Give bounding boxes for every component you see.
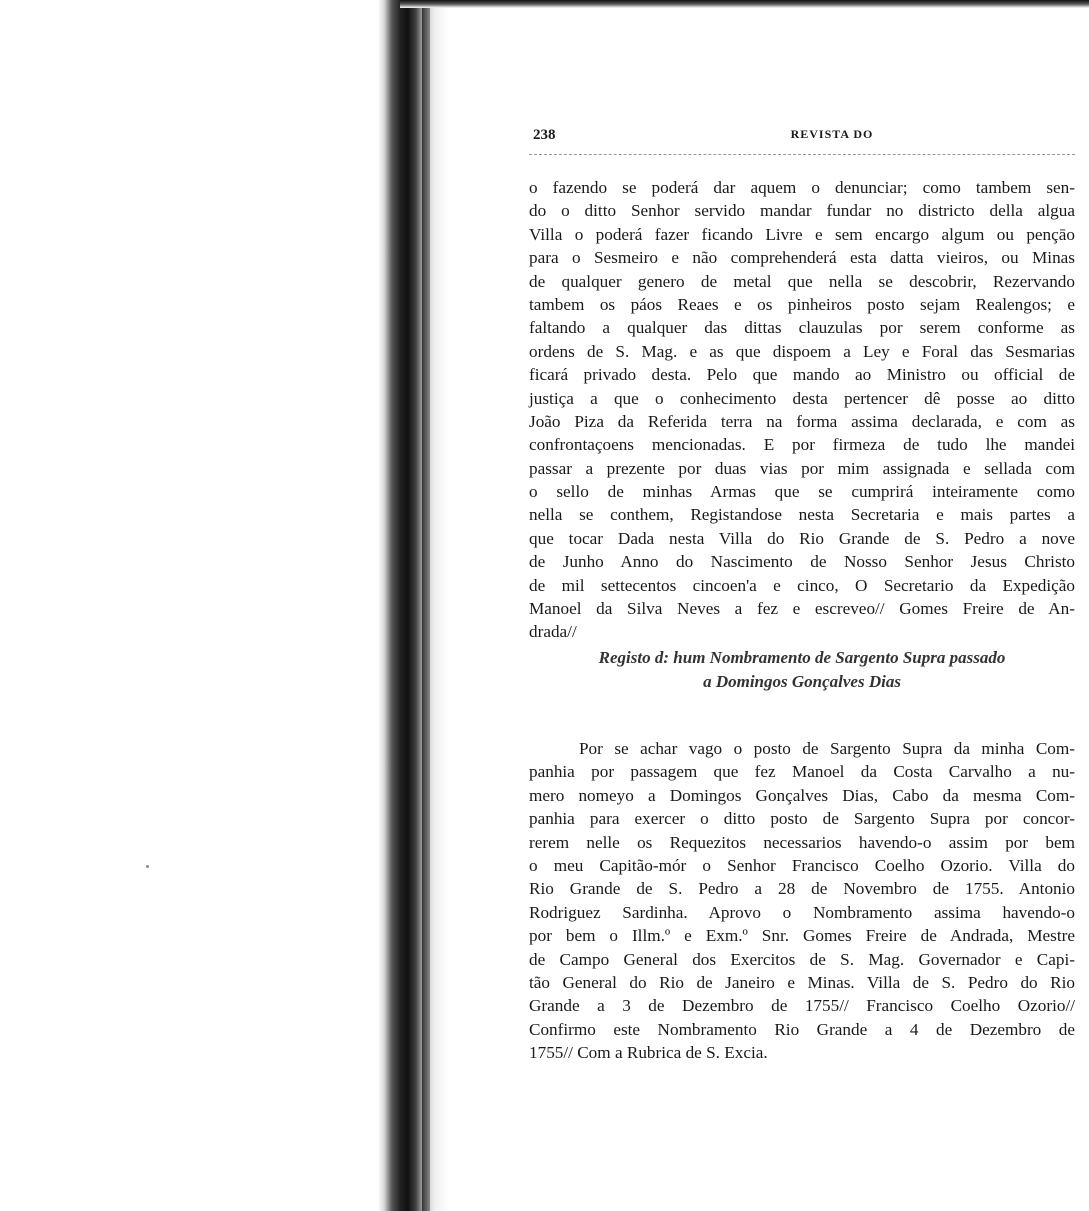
text-line: mero nomeyo a Domingos Gonçalves Dias, Cabo da mesma Com- [529, 785, 1075, 805]
text-line: 1755// Com a Rubrica de S. Excia. [529, 1043, 768, 1063]
text-line: João Piza da Referida terra na forma assima declarada, e com as [529, 411, 1075, 431]
page-header [529, 127, 1075, 149]
book-gutter-edge [422, 0, 430, 1211]
text-line: o fazendo se poderá dar aquem o denunciar; como tambem sen- [529, 178, 1075, 197]
text-line: ficará privado desta. Pelo que mando ao Ministro ou official de [529, 365, 1075, 385]
text-line: de Campo General dos Exercitos de S. Mag. Governador e Capi- [529, 949, 1075, 969]
text-line: Manoel da Silva Neves a fez e escreveo// Gomes Freire de An- [529, 599, 1075, 619]
text-line: o sello de minhas Armas que se cumprirá inteiramente como [529, 482, 1075, 502]
scan-speck [146, 865, 149, 868]
text-line: por bem o Illm.º e Exm.º Snr. Gomes Freire de Andrada, Mestre [529, 926, 1075, 946]
heading-line-2: a Domingos Gonçalves Dias [703, 672, 901, 691]
text-line: Por se achar vago o posto de Sargento Supra da minha Com- [579, 739, 1075, 758]
text-line: faltando a qualquer das dittas clauzulas por serem conforme as [529, 318, 1075, 338]
text-line: nella se conthem, Registandose nesta Secretaria e mais partes a [529, 505, 1075, 525]
text-line: Grande a 3 de Dezembro de 1755// Francisco Coelho Ozorio// [529, 996, 1075, 1016]
text-line: panhia por passagem que fez Manoel da Costa Carvalho a nu- [529, 762, 1075, 782]
text-line: tão General do Rio de Janeiro e Minas. Villa de S. Pedro do Rio [529, 972, 1075, 992]
text-line: que tocar Dada nesta Villa do Rio Grande de S. Pedro a nove [529, 528, 1075, 548]
section-heading [529, 646, 1075, 694]
text-line: Rodriguez Sardinha. Aprovo o Nombramento assima havendo-o [529, 902, 1075, 922]
page-top-edge [400, 0, 1089, 8]
text-line: Confirmo este Nombramento Rio Grande a 4 de Dezembro de [529, 1019, 1075, 1039]
text-line: de qualquer genero de metal que nella se descobrir, Rezervando [529, 271, 1075, 291]
book-binding-shadow [378, 0, 448, 1211]
running-head: REVISTA DO [790, 127, 874, 141]
paragraph-1 [529, 176, 1075, 644]
text-line: drada// [529, 622, 577, 642]
text-line: de Junho Anno do Nascimento de Nosso Senhor Jesus Christo [529, 552, 1075, 572]
text-line: rerem nelle os Requezitos necessarios havendo-o assim por bem [529, 832, 1075, 852]
text-line: justiça a que o conhecimento desta pertencer dê posse ao ditto [529, 388, 1075, 408]
heading-line-1: Registo d: hum Nombramento de Sargento Supra passado [598, 648, 1006, 667]
page-number: 238 [533, 127, 556, 143]
text-line: confrontaçoens mencionadas. E por firmeza de tudo lhe mandei [529, 435, 1075, 455]
text-line: o meu Capitão-mór o Senhor Francisco Coelho Ozorio. Villa do [529, 855, 1075, 875]
text-line: para o Sesmeiro e não comprehenderá esta datta vieiros, ou Minas [529, 248, 1075, 268]
text-line: tambem os páos Reaes e os pinheiros posto sejam Realengos; e [529, 294, 1075, 314]
header-rule [529, 154, 1075, 155]
text-line: Rio Grande de S. Pedro a 28 de Novembro de 1755. Antonio [529, 879, 1075, 899]
text-line: passar a prezente por duas vias por mim assignada e sellada com [529, 458, 1075, 478]
text-line: do o ditto Senhor servido mandar fundar no districto della algua [529, 201, 1075, 221]
text-line: Villa o poderá fazer ficando Livre e sem encargo algum ou pençāo [529, 224, 1075, 244]
paragraph-2 [529, 737, 1075, 1064]
text-line: panhia para exercer o ditto posto de Sargento Supra por concor- [529, 809, 1075, 829]
text-line: ordens de S. Mag. e as que dispoem a Ley e Foral das Sesmarias [529, 341, 1075, 361]
text-line: de mil settecentos cincoen'a e cinco, O Secretario da Expedição [529, 575, 1075, 595]
